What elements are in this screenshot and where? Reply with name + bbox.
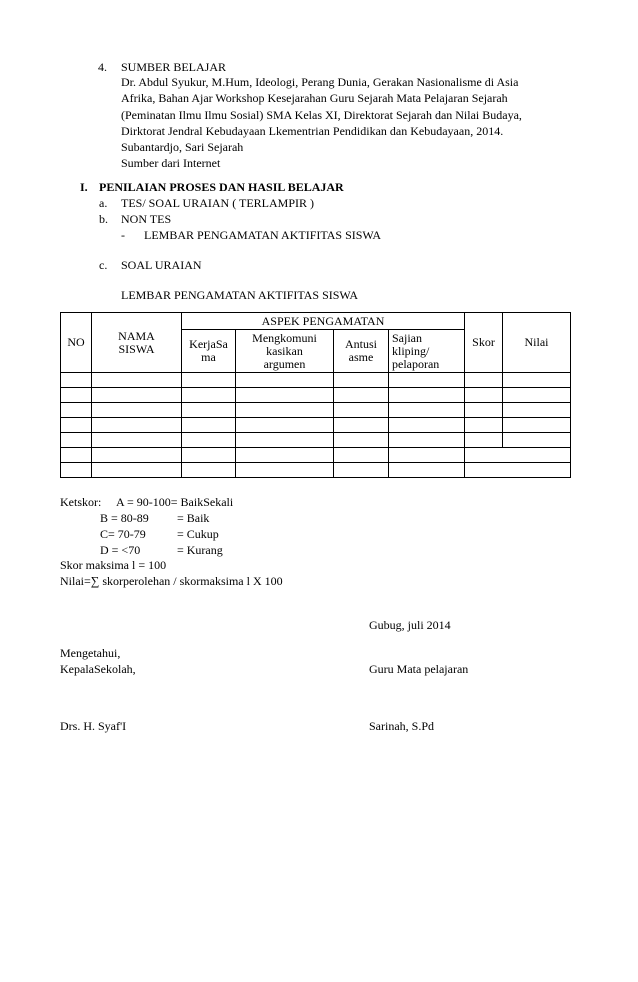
kepala-sekolah-name: Drs. H. Syaf'I <box>60 719 127 733</box>
table-row <box>61 448 571 463</box>
sumber-heading: SUMBER BELAJAR <box>121 60 227 74</box>
ketskor-c-range: C= 70-79 <box>100 527 146 541</box>
item-a-letter: a. <box>99 196 108 210</box>
ketskor-b-range: B = 80-89 <box>100 511 149 525</box>
item-b-text: NON TES <box>121 212 172 226</box>
item-c-letter: c. <box>99 258 108 272</box>
ketskor-c-value: = Cukup <box>177 527 219 541</box>
nilai-formula: Nilai=∑ skorperolehan / skormaksima l X 100 <box>60 574 283 588</box>
penilaian-number: I. <box>80 180 88 194</box>
sub-dash: - <box>121 228 125 242</box>
header-sajian: Sajian kliping/ pelaporan <box>389 330 465 373</box>
header-kerjasama: KerjaSa ma <box>182 330 236 373</box>
mengetahui: Mengetahui, <box>60 646 121 660</box>
header-skor: Skor <box>465 313 503 373</box>
table-row <box>61 418 571 433</box>
ketskor-label: Ketskor: <box>60 495 102 509</box>
sumber-line: Afrika, Bahan Ajar Workshop Kesejarahan Guru Sejarah Mata Pelajaran Sejarah <box>121 91 508 105</box>
header-nilai: Nilai <box>503 313 571 373</box>
sumber-line: (Peminatan Ilmu Ilmu Sosial) SMA Kelas XI, Direktorat Sejarah dan Nilai Budaya, <box>121 108 522 122</box>
ketskor-d-range: D = <70 <box>100 543 141 557</box>
skor-maksimal: Skor maksima l = 100 <box>60 558 167 572</box>
table-row <box>61 433 571 448</box>
item-a-text: TES/ SOAL URAIAN ( TERLAMPIR ) <box>121 196 315 210</box>
header-no: NO <box>61 313 92 373</box>
guru-name: Sarinah, S.Pd <box>369 719 435 733</box>
item-b-letter: b. <box>99 212 108 226</box>
header-nama: NAMA SISWA <box>92 313 182 373</box>
observation-table <box>60 312 571 478</box>
header-komunikasi: Mengkomuni kasikan argumen <box>236 330 334 373</box>
table-title: LEMBAR PENGAMATAN AKTIFITAS SISWA <box>121 288 359 302</box>
table-row <box>61 388 571 403</box>
sumber-line: Sumber dari Internet <box>121 156 221 170</box>
ketskor-b-value: = Baik <box>177 511 210 525</box>
header-antusiasme: Antusi asme <box>334 330 389 373</box>
guru-label: Guru Mata pelajaran <box>369 662 469 676</box>
ketskor-a: A = 90-100= BaikSekali <box>116 495 234 509</box>
sumber-line: Dirktorat Jendral Kebudayaan Lkementrian Pendidikan dan Kebudayaan, 2014. <box>121 124 504 138</box>
place-date: Gubug, juli 2014 <box>369 618 451 632</box>
header-aspek: ASPEK PENGAMATAN <box>182 313 465 330</box>
ketskor-d-value: = Kurang <box>177 543 223 557</box>
table-row <box>61 403 571 418</box>
kepala-sekolah-label: KepalaSekolah, <box>60 662 136 676</box>
penilaian-heading: PENILAIAN PROSES DAN HASIL BELAJAR <box>99 180 344 194</box>
table-row <box>61 373 571 388</box>
table-row <box>61 463 571 478</box>
sumber-line: Dr. Abdul Syukur, M.Hum, Ideologi, Perang Dunia, Gerakan Nasionalisme di Asia <box>121 75 519 89</box>
item-c-text: SOAL URAIAN <box>121 258 202 272</box>
sumber-number: 4. <box>98 60 107 74</box>
sumber-line: Subantardjo, Sari Sejarah <box>121 140 244 154</box>
sub-text: LEMBAR PENGAMATAN AKTIFITAS SISWA <box>144 228 382 242</box>
